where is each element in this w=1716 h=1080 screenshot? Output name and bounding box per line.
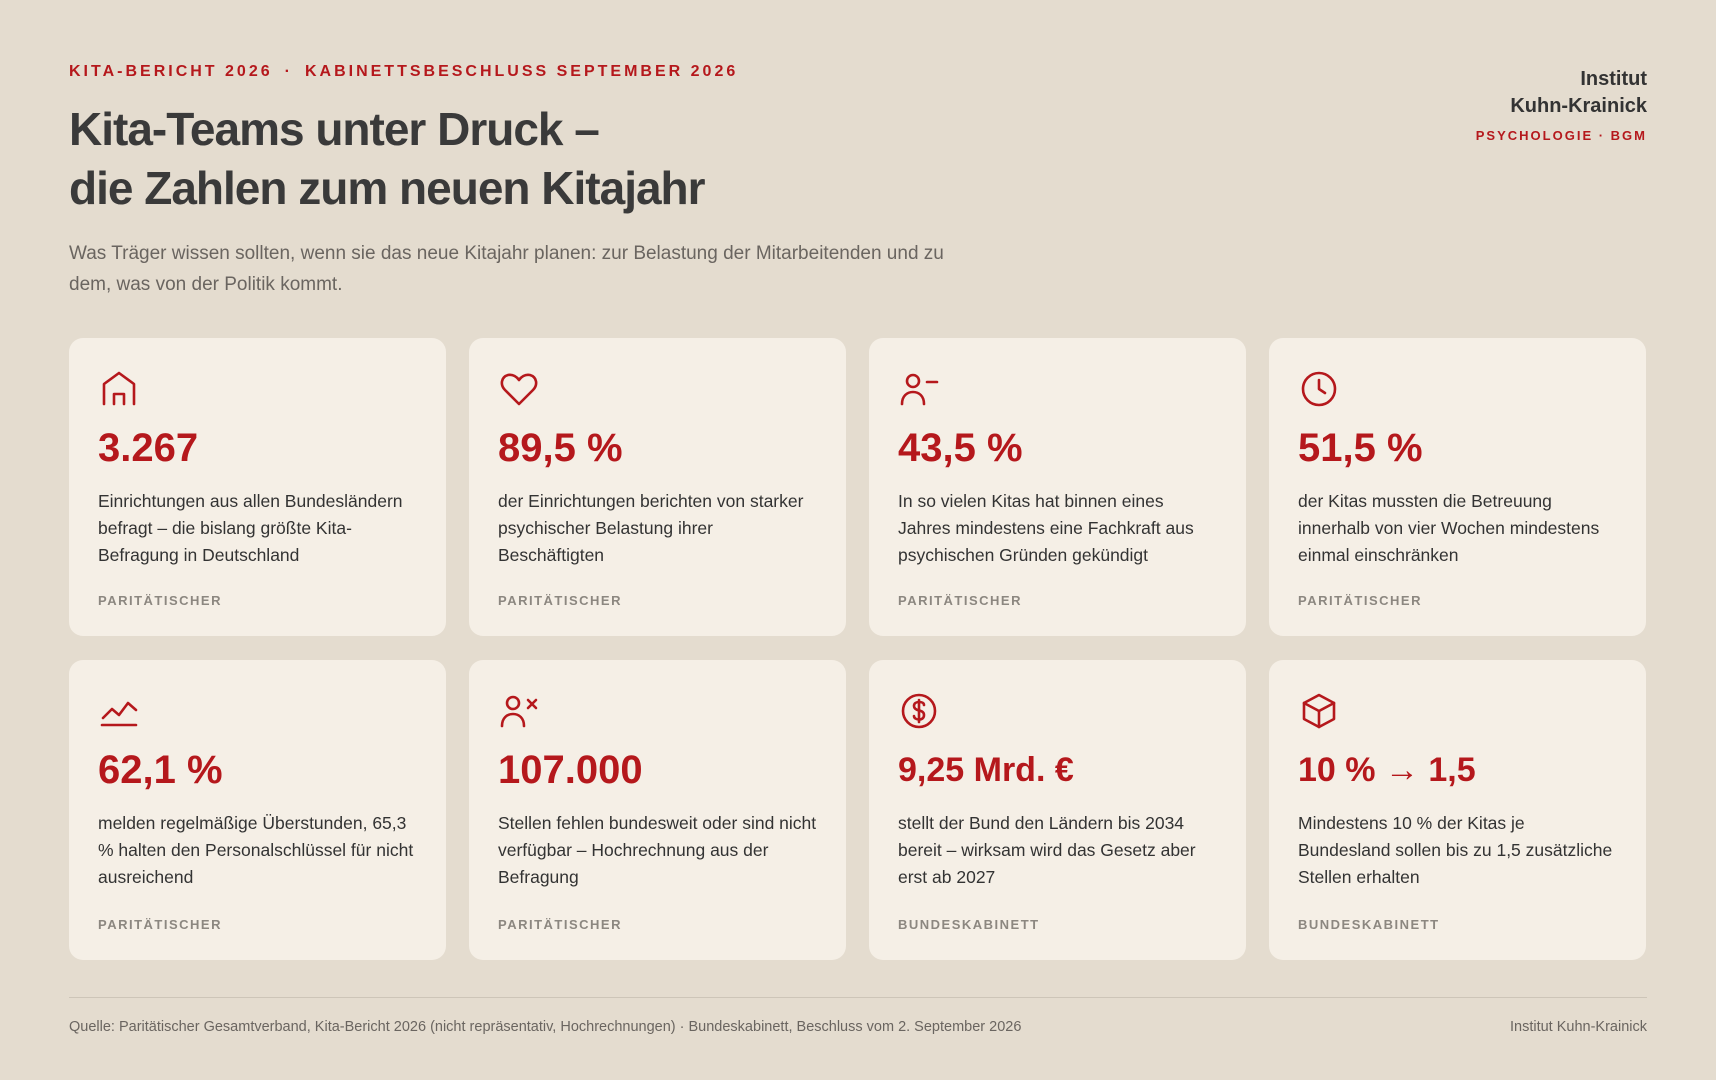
brand-block [1476, 66, 1647, 143]
clock-icon [1298, 368, 1340, 410]
stat-source: PARITÄTISCHER [98, 593, 222, 608]
user-minus-icon [898, 368, 940, 410]
eyebrow-separator: · [284, 63, 293, 80]
eyebrow-report: KITA-BERICHT 2026 [69, 63, 273, 80]
eyebrow [69, 63, 738, 81]
stat-value: 43,5 % [898, 426, 1023, 470]
stat-card [1269, 660, 1646, 960]
stat-card [69, 338, 446, 636]
stat-source: PARITÄTISCHER [498, 917, 622, 932]
title-line-2: die Zahlen zum neuen Kitajahr [69, 162, 705, 214]
stat-description: Einrichtungen aus allen Bundesländern befragt – die bislang größte Kita-Befragung in Deutschland [98, 491, 403, 565]
infographic-page [69, 0, 1647, 1080]
stat-value: 89,5 % [498, 426, 623, 470]
stat-description: melden regelmäßige Überstunden, 65,3 % halten den Personalschlüssel für nicht ausreichend [98, 813, 414, 887]
box-icon [1298, 690, 1340, 732]
stat-source: PARITÄTISCHER [498, 593, 622, 608]
dollar-coin-icon [898, 690, 940, 732]
stat-description: stellt der Bund den Ländern bis 2034 bereit – wirksam wird das Gesetz aber erst ab 2027 [898, 813, 1196, 887]
stat-value: 107.000 [498, 748, 643, 792]
stat-card [69, 660, 446, 960]
stat-description: der Einrichtungen berichten von starker psychischer Belastung ihrer Beschäftigten [498, 491, 804, 565]
trend-chart-icon [98, 690, 140, 732]
stat-card [469, 338, 846, 636]
page-subtitle: Was Träger wissen sollten, wenn sie das neue Kitajahr planen: zur Belastung der Mitarbeitenden und zu dem, was von der Politik kommt. [69, 243, 944, 295]
stat-value: 51,5 % [1298, 426, 1423, 470]
user-x-icon [498, 690, 540, 732]
stat-source: PARITÄTISCHER [98, 917, 222, 932]
stat-source: BUNDESKABINETT [898, 917, 1040, 932]
stats-grid [69, 338, 1647, 960]
stat-card [1269, 338, 1646, 636]
footer-divider [69, 997, 1647, 998]
stat-value: 3.267 [98, 426, 199, 470]
brand-name [1476, 66, 1647, 120]
heart-icon [498, 368, 540, 410]
stat-value: 9,25 Mrd. € [898, 751, 1074, 789]
title-line-1: Kita-Teams unter Druck – [69, 103, 599, 155]
brand-name-line-2: Kuhn-Krainick [1510, 95, 1647, 117]
page-title [69, 100, 969, 218]
stat-description: In so vielen Kitas hat binnen eines Jahres mindestens eine Fachkraft aus psychischen Gründen gekündigt [898, 491, 1194, 565]
stat-value: 62,1 % [98, 748, 223, 792]
stat-source: BUNDESKABINETT [1298, 917, 1440, 932]
brand-name-line-1: Institut [1580, 68, 1647, 90]
footer-brand: Institut Kuhn-Krainick [1509, 1019, 1647, 1035]
stat-card [869, 338, 1246, 636]
stat-description: der Kitas mussten die Betreuung innerhalb von vier Wochen mindestens einmal einschränken [1298, 491, 1600, 565]
stat-card [869, 660, 1246, 960]
stat-value: 10 % → 1,5 [1298, 751, 1476, 789]
eyebrow-decision: KABINETTSBESCHLUSS SEPTEMBER 2026 [304, 63, 739, 80]
stat-description: Stellen fehlen bundesweit oder sind nicht verfügbar – Hochrechnung aus der Befragung [498, 813, 817, 887]
stat-card [469, 660, 846, 960]
stat-source: PARITÄTISCHER [898, 593, 1022, 608]
stat-description: Mindestens 10 % der Kitas je Bundesland sollen bis zu 1,5 zusätzliche Stellen erhalten [1298, 813, 1613, 887]
stat-source: PARITÄTISCHER [1298, 593, 1422, 608]
brand-tagline: PSYCHOLOGIE · BGM [1475, 128, 1647, 143]
building-icon [98, 368, 140, 410]
footer-source: Quelle: Paritätischer Gesamtverband, Kita-Bericht 2026 (nicht repräsentativ, Hochrechnungen) · Bundeskabinett, Beschluss vom 2. September 2026 [69, 1019, 1022, 1035]
